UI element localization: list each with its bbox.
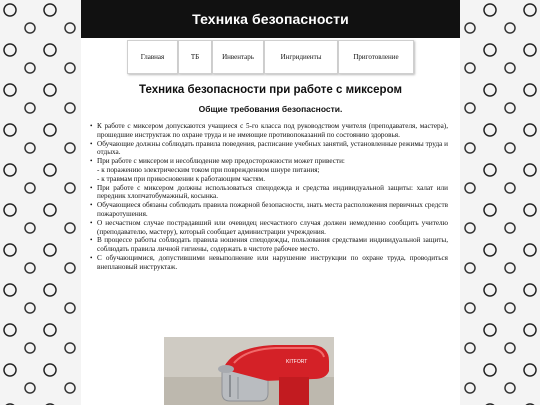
mixer-brand-label: KITFORT [286,359,308,365]
nav-item-tb[interactable]: ТБ [178,40,212,74]
bullet-icon: • [90,183,93,192]
nav-item-ingredients[interactable]: Ингридиенты [264,40,338,74]
list-item: • В процессе работы соблюдать правила ношения спецодежды, пользования средствами индивидуальной защиты, соблюдать правила личной гигиены, содержать в чистоте рабочее место. [90,236,448,254]
bullet-icon: • [90,201,93,210]
nav-item-inventory[interactable]: Инвентарь [212,40,264,74]
list-item: • При работе с миксером должны использоваться спецодежда и средства индивидуальной защиты: халат или передник хлопчатобумажный, косынка. [90,183,448,201]
bullet-icon: • [90,139,93,148]
list-item: - к поражению электрическим током при поврежденном шнуре питания; [97,165,320,174]
bullet-icon: • [90,253,93,262]
nav-item-home[interactable]: Главная [127,40,178,74]
mixer-image-icon [164,337,334,405]
bullet-icon: • [90,218,93,227]
page-container [81,0,460,405]
main-nav [81,40,460,74]
bullet-icon: • [90,157,93,166]
mixer-photo [164,337,334,405]
bullet-icon: • [90,236,93,245]
page-title: Техника безопасности при работе с миксером [139,84,402,96]
nav-item-cooking[interactable]: Приготовление [338,40,414,74]
list-item: • При работе с миксером и несоблюдение мер предосторожности может привести: [90,157,345,166]
list-item: • К работе с миксером допускаются учащиеся с 5-го класса под руководством учителя (преподавателя, мастера), прошедшие инструктаж по охране труда и не имеющие противопоказаний по состоянию здоровья. [90,122,448,139]
rules-list [90,122,448,272]
section-title: Общие требования безопасности. [198,104,343,114]
rules-content [81,122,460,272]
bullet-icon: • [90,122,93,130]
list-item: - к травмам при прикосновении к работающим частям. [97,174,266,183]
site-header [81,0,460,38]
site-title: Техника безопасности [192,11,349,27]
list-item: • Обучающиеся обязаны соблюдать правила пожарной безопасности, знать места расположения первичных средств пожаротушения. [90,201,448,218]
list-item: • С обучающимися, допустившими невыполнение или нарушение инструкции по охране труда, проводиться внеплановый инструктаж. [90,253,448,271]
list-item: • Обучающие должны соблюдать правила поведения, расписание учебных занятий, установленные режимы труда и отдыха. [90,139,448,157]
list-item: • О несчастном случае пострадавший или очевидец несчастного случая должен немедленно сообщить учителю (преподавателю, мастеру), который сообщает администрации учреждения. [90,218,448,236]
